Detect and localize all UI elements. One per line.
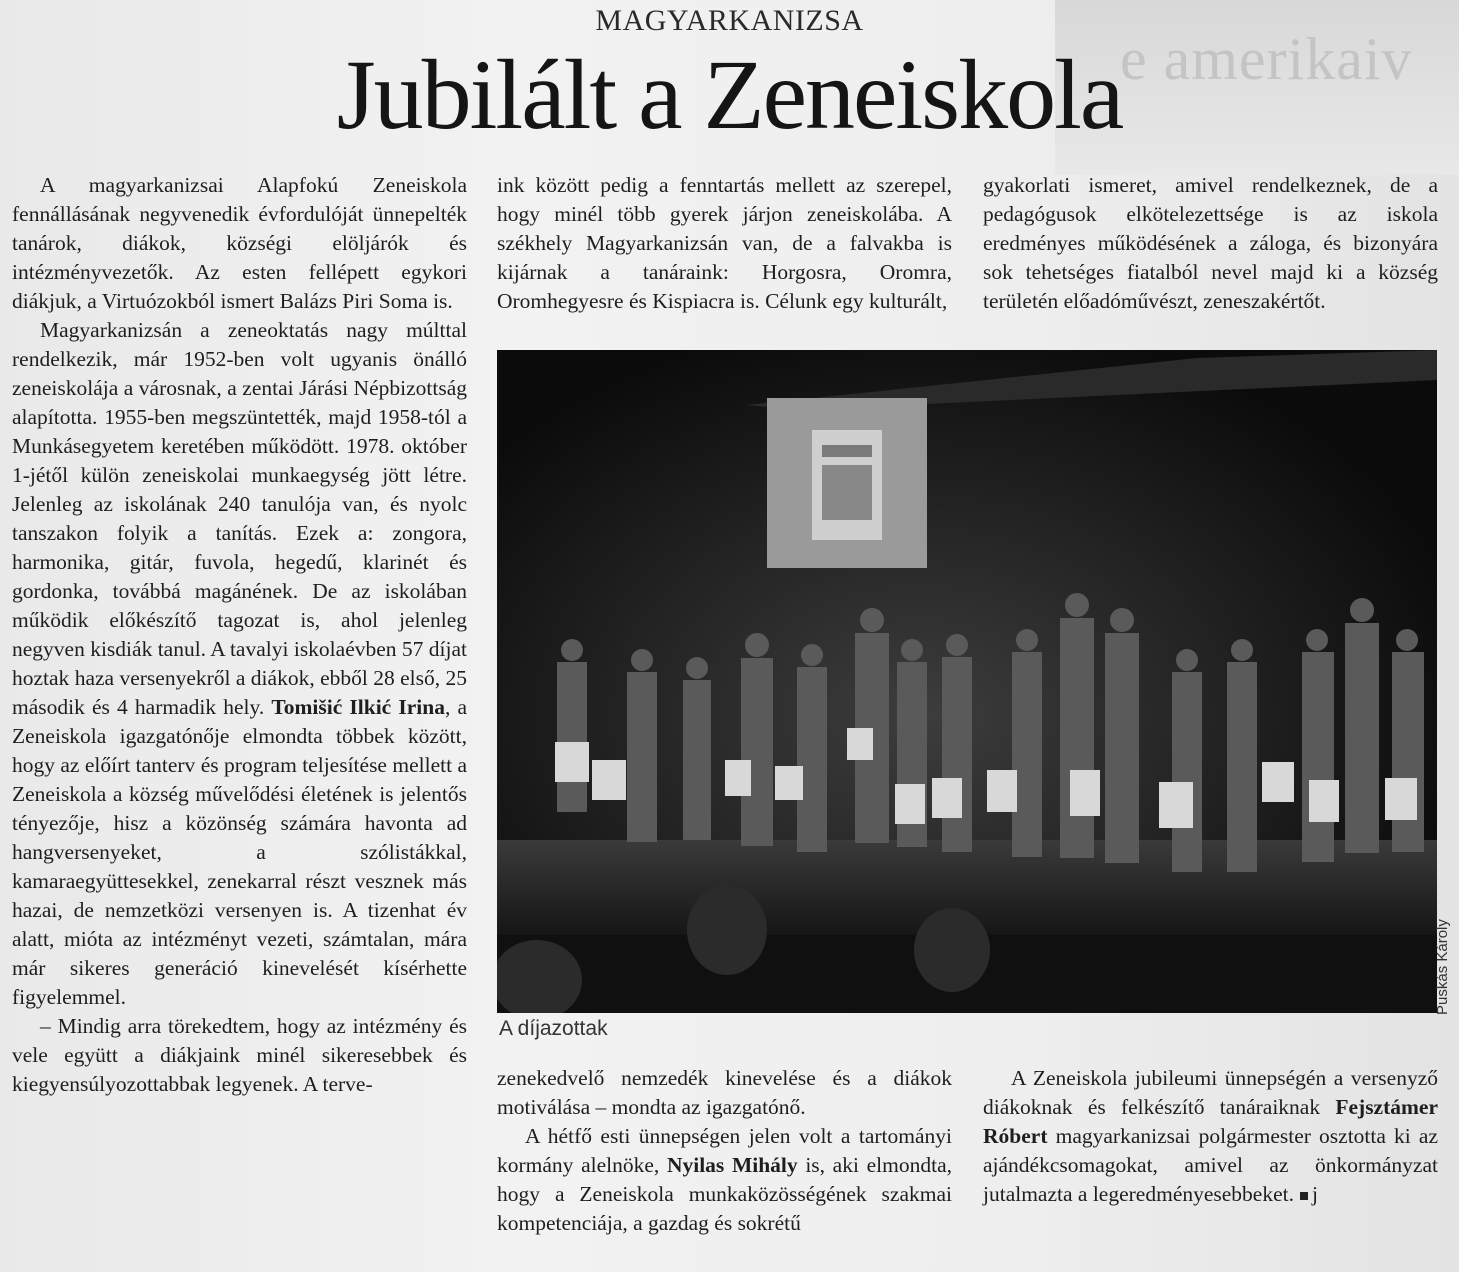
person-name: Tomišić Ilkić Irina (271, 695, 445, 719)
photo-caption: A díjazottak (499, 1017, 608, 1040)
end-mark-icon (1300, 1192, 1308, 1200)
paragraph-guest: A hétfő esti ünnepségen jelen volt a tartományi kormány alelnöke, Nyilas Mihály is, aki elmondta, hogy a Zeneiskola munkaközösségének szakmai kompetenciája, a gazdag és sokrétű (497, 1124, 952, 1235)
paragraph-continued: ink között pedig a fenntartás mellett az szerepel, hogy minél több gyerek járjon zeneiskolába. A székhely Magyarkanizsán van, de a falvakba is kijárnak a tanáraink: Horgosra, Oromra, Oromhegyesre és Kispiacra is. Célunk egy kulturált, (497, 173, 952, 313)
article-headline: Jubilált a Zeneiskola (336, 39, 1123, 150)
paragraph-intro: A magyarkanizsai Alapfokú Zeneiskola fennállásának negyvenedik évfordulóját ünnepelték tanárok, diákok, községi elöljárók és intézményvezetők. Az esten fellépett egykori diákjuk, a Virtuózokból ismert Balázs Piri Soma is. (12, 173, 467, 313)
paragraph-history: Magyarkanizsán a zeneoktatás nagy múlttal rendelkezik, már 1952-ben volt ugyanis önálló zeneiskolája a városnak, a zentai Járási Népbizottság alapította. 1955-ben megszüntették, majd 1958-tól a Munkásegyetem keretében működött. 1978. október 1-jétől külön zeneiskolai munkaegység jött létre. Jelenleg az iskolának 240 tanulója van, és nyolc tanszakon folyik a tanítás. Ezek a: zongora, harmonika, gitár, fuvola, hegedű, klarinét és gordonka, továbbá magánének. De az iskolában működik előkészítő tagozat is, ahol jelenleg negyven kisdiák tanul. A tavalyi iskolaévben 57 díjat hoztak haza versenyekről a diákok, ebből 28 első, 25 második és 4 harmadik hely. Tomišić Ilkić Irina, a Zeneiskola igazgatónője elmondta többek között, hogy az előírt tanterv és program teljesítése mellett a Zeneiskola a község művelődési életének is jelentős tényezője, hisz a közönség számára havonta ad hangversenyeket, a szólistákkal, kamaraegyüttesekkel, zenekarral részt vesznek más hazai, de nemzetközi versenyen is. A tizenhat év alatt, mióta az intézményt vezeti, számtalan, mára már sikeres generáció kinevelését kísérhette figyelemmel. (12, 318, 468, 1009)
paragraph-closing: A Zeneiskola jubileumi ünnepségén a versenyző diákoknak és felkészítő tanáraiknak Fejsztámer Róbert magyarkanizsai polgármester osztotta ki az ajándékcsomagokat, amivel az önkormányzat jutalmazta a legeredményesebbeket. j (983, 1066, 1439, 1206)
bleed-through-text: e amerikaiv (1120, 26, 1413, 92)
column-middle-top (497, 171, 952, 316)
award-photo (497, 350, 1437, 1013)
paragraph-continued: gyakorlati ismeret, amivel rendelkeznek, de a pedagógusok elkötelezettsége is az iskola eredményes működésének a záloga, és bizonyára sok tehetséges fiatalból nevel majd ki a község területén előadóművészt, zeneszakértőt. (983, 173, 1438, 313)
paragraph-continued: zenekedvelő nemzedék kinevelése és a diákok motiválása – mondta az igazgatónő. (497, 1066, 952, 1119)
article-kicker: MAGYARKANIZSA (595, 4, 864, 37)
person-name: Nyilas Mihály (666, 1153, 798, 1177)
author-signoff: j (1312, 1182, 1318, 1206)
person-name: Fejsztámer Róbert (983, 1095, 1439, 1148)
column-right-top (983, 171, 1438, 316)
stage-photo-illustration (497, 350, 1437, 1013)
paragraph-quote: – Mindig arra törekedtem, hogy az intézmény és vele együtt a diákjaink minél sikeresebbek és kiegyensúlyozottabbak legyenek. A terve- (12, 1014, 467, 1096)
photo-credit: Puskás Károly (1434, 919, 1451, 1015)
column-left (12, 171, 467, 1099)
column-right-bottom (983, 1064, 1438, 1209)
column-middle-bottom (497, 1064, 952, 1238)
